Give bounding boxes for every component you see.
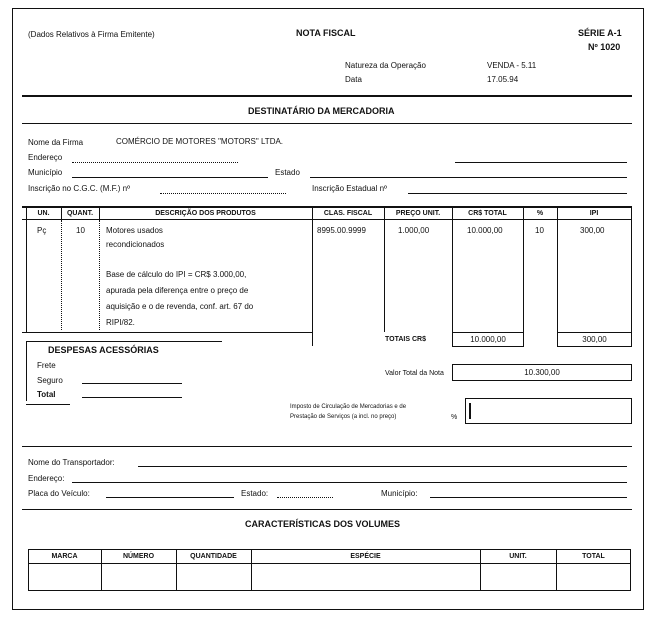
col-sep-4 (384, 206, 385, 332)
transportador-nome-line (138, 466, 627, 467)
doc-title: NOTA FISCAL (296, 28, 356, 38)
row-quant: 10 (76, 226, 85, 235)
transp-municipio-label: Município: (381, 489, 418, 498)
despesas-bottom (26, 404, 70, 405)
despesas-title: DESPESAS ACESSÓRIAS (48, 345, 159, 355)
th-pct: % (536, 210, 544, 217)
th-quant: QUANT. (66, 210, 94, 217)
cgc-label: Inscrição no C.G.C. (M.F.) nº (28, 184, 131, 193)
placa-label: Placa do Veículo: (28, 489, 90, 498)
icms-line-1: Imposto de Circulação de Mercadorias e de (290, 404, 407, 410)
col-sep-5 (452, 206, 453, 346)
numero-label: Nº 1020 (588, 42, 621, 52)
endereco-line (72, 162, 238, 163)
transportador-nome-label: Nome do Transportador: (28, 458, 115, 467)
vol-th-total: TOTAL (582, 553, 605, 560)
transportador-endereco-line (72, 482, 627, 483)
valor-total-label: Valor Total da Nota (385, 370, 444, 377)
icms-box-mark (469, 403, 471, 419)
products-top-line (22, 206, 632, 208)
row-un: Pç (37, 226, 47, 235)
row-desc-2: recondicionados (106, 240, 165, 249)
transp-estado-label: Estado: (241, 489, 269, 498)
vol-th-quantidade: QUANTIDADE (190, 553, 237, 560)
th-total: CR$ TOTAL (468, 210, 507, 217)
row-preco: 1.000,00 (398, 226, 430, 235)
frete-label: Frete (37, 361, 56, 370)
th-preco-unit: PREÇO UNIT. (395, 210, 441, 217)
vol-th-numero: NÚMERO (122, 553, 155, 560)
destinatario-divider (22, 123, 632, 124)
transp-estado-line (277, 497, 333, 498)
form-left-border (12, 8, 13, 610)
estado-label: Estado (275, 168, 300, 177)
ipi-note-line-4: RIPI/82. (106, 318, 135, 327)
municipio-line (72, 177, 268, 178)
products-bottom-line (22, 332, 312, 333)
icms-pct: % (451, 414, 458, 421)
firma-label: Nome da Firma (28, 138, 84, 147)
firma-value: COMÉRCIO DE MOTORES "MOTORS" LTDA. (116, 137, 284, 146)
ipi-note-line-1: Base de cálculo do IPI = CR$ 3.000,00, (106, 270, 247, 279)
totais-total-value: 10.000,00 (470, 335, 506, 344)
vol-th-especie: ESPÉCIE (350, 553, 381, 560)
icms-line-2: Prestação de Serviços (a incl. no preço) (290, 414, 397, 420)
row-total: 10.000,00 (467, 226, 503, 235)
form-right-border (643, 8, 644, 610)
col-sep-3 (312, 206, 313, 346)
th-un: UN. (37, 210, 50, 217)
serie-label: SÉRIE A-1 (578, 28, 622, 38)
natureza-value: VENDA - 5.11 (487, 61, 537, 70)
valor-total-value: 10.300,00 (524, 368, 560, 377)
th-descricao: DESCRIÇÃO DOS PRODUTOS (155, 210, 256, 217)
th-ipi: IPI (589, 210, 599, 217)
endereco-label: Endereço (28, 153, 63, 162)
icms-box (465, 398, 632, 424)
products-header-line (22, 219, 632, 220)
data-value: 17.05.94 (487, 75, 519, 84)
volumes-header-line (28, 563, 631, 564)
issuer-note: (Dados Relativos à Firma Emitente) (28, 30, 155, 39)
col-sep-6 (523, 206, 524, 332)
municipio-label: Município (28, 168, 63, 177)
row-ipi: 300,00 (580, 226, 605, 235)
ipi-note-line-3: aquisição e o de revenda, conf. art. 67 do (106, 302, 254, 311)
placa-line (106, 497, 234, 498)
header-divider (22, 95, 632, 97)
cgc-line (160, 193, 286, 194)
volumes-title: CARACTERÍSTICAS DOS VOLUMES (245, 519, 401, 529)
form-bottom-border (12, 609, 644, 610)
row-pct: 10 (535, 226, 544, 235)
col-sep-7 (557, 206, 558, 346)
ipi-note-line-2: apurada pela diferença entre o preço de (106, 286, 249, 295)
form-top-border (12, 8, 644, 9)
volumes-divider (22, 509, 632, 510)
row-desc-1: Motores usados (106, 226, 163, 235)
ie-line (408, 193, 627, 194)
th-clas-fiscal: CLAS. FISCAL (323, 210, 373, 217)
col-sep-0 (26, 206, 27, 333)
row-clas: 8995.00.9999 (317, 226, 366, 235)
total-line (82, 397, 182, 398)
col-sep-8 (631, 206, 632, 346)
vol-th-unit: UNIT. (509, 553, 527, 560)
transp-municipio-line (430, 497, 627, 498)
transportador-divider (22, 446, 632, 447)
vol-th-marca: MARCA (51, 553, 78, 560)
seguro-label: Seguro (37, 376, 63, 385)
despesas-left-border (26, 341, 27, 401)
natureza-label: Natureza da Operação (345, 61, 426, 70)
endereco-line-2 (455, 162, 627, 163)
estado-line (310, 177, 627, 178)
totais-ipi-value: 300,00 (582, 335, 607, 344)
seguro-line (82, 383, 182, 384)
col-sep-dotted-1 (61, 220, 62, 330)
data-label: Data (345, 75, 362, 84)
transportador-endereco-label: Endereço: (28, 474, 65, 483)
col-sep-dotted-2 (99, 220, 100, 330)
destinatario-title: DESTINATÁRIO DA MERCADORIA (248, 106, 395, 116)
totais-label: TOTAIS CR$ (385, 336, 426, 343)
total-label: Total (37, 390, 56, 399)
ie-label: Inscrição Estadual nº (312, 184, 387, 193)
